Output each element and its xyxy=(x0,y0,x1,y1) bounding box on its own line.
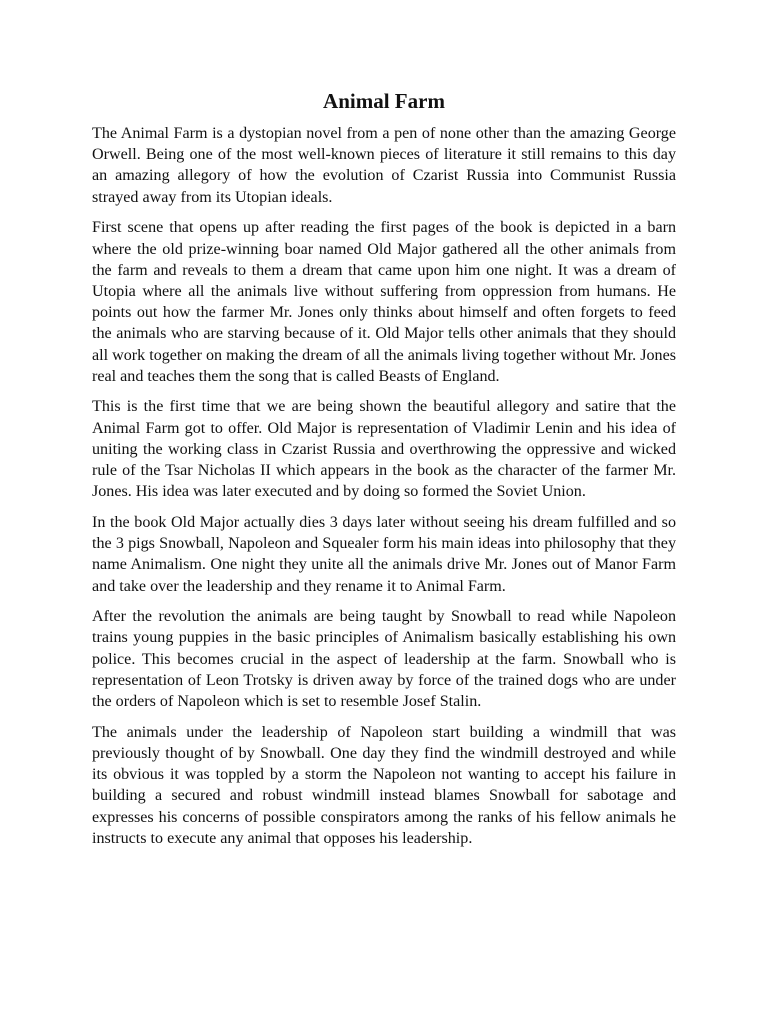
paragraph-1: The Animal Farm is a dystopian novel from a pen of none other than the amazing George Orwell. Being one of the most well-known pieces of literature it still remains to this day an amazing allegory of how the evolution of Czarist Russia into Communist Russia strayed away from its Utopian ideals. xyxy=(92,125,676,206)
paragraph-4: In the book Old Major actually dies 3 days later without seeing his dream fulfilled and so the 3 pigs Snowball, Napoleon and Squealer form his main ideas into philosophy that they name Animalism. One night they unite all the animals drive Mr. Jones out of Manor Farm and take over the leadership and they rename it to Animal Farm. xyxy=(92,513,676,595)
paragraph-2: First scene that opens up after reading the first pages of the book is depicted in a barn where the old prize-winning boar named Old Major gathered all the other animals from the farm and reveals to them a dream that came upon him one night. It was a dream of Utopia where all the animals live without suffering from oppression from humans. He points out how the farmer Mr. Jones only thinks about himself and often forgets to feed the animals who are starving because of it. Old Major tells other animals that they should all work together on making the dream of all the animals living together without Mr. Jones real and teaches them the song that is called Beasts of England. xyxy=(92,219,676,385)
paragraph-3: This is the first time that we are being shown the beautiful allegory and satire that the Animal Farm got to offer. Old Major is representation of Vladimir Lenin and his idea of uniting the working class in Czarist Russia and overthrowing the oppressive and wicked rule of the Tsar Nicholas II which appears in the book as the character of the farmer Mr. Jones. His idea was later executed and by doing so formed the Soviet Union. xyxy=(92,398,676,501)
paragraph-6: The animals under the leadership of Napoleon start building a windmill that was previously thought of by Snowball. One day they find the windmill destroyed and while its obvious it was toppled by a storm the Napoleon not wanting to accept his failure in building a secured and robust windmill instead blames Snowball for sabotage and expresses his concerns of possible conspirators among the ranks of his fellow animals he instructs to execute any animal that opposes his leadership. xyxy=(92,723,676,847)
page-title: Animal Farm xyxy=(323,89,445,113)
paragraph-5: After the revolution the animals are being taught by Snowball to read while Napoleon trains young puppies in the basic principles of Animalism basically establishing his own police. This becomes crucial in the aspect of leadership at the farm. Snowball who is representation of Leon Trotsky is driven away by force of the trained dogs who are under the orders of Napoleon which is set to resemble Josef Stalin. xyxy=(92,608,676,711)
document-body xyxy=(92,123,676,859)
